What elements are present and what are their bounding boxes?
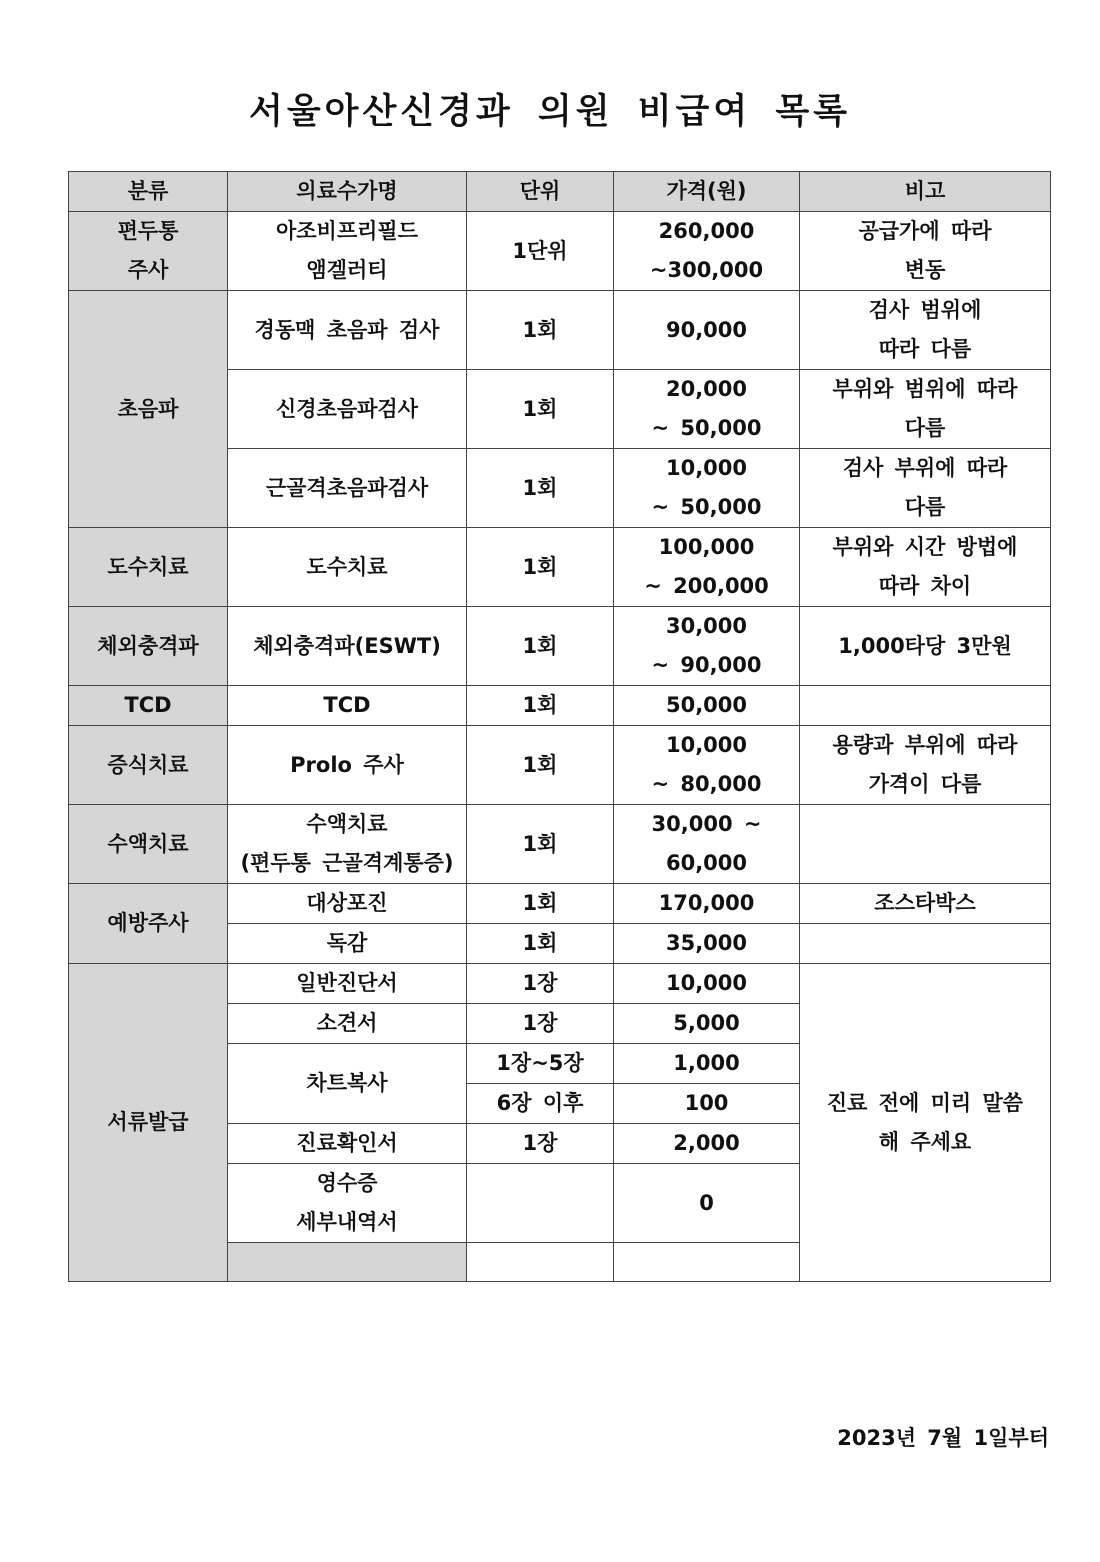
unit-cell: 1장: [467, 1124, 614, 1164]
price-cell: 170,000: [614, 884, 800, 924]
unit-cell: [614, 1243, 800, 1282]
price-cell: 1,000: [614, 1044, 800, 1084]
unit-cell: 1회: [467, 370, 614, 449]
note-cell: 조스타박스: [800, 884, 1051, 924]
category-cell: [228, 1243, 467, 1282]
price-cell: 10,000 ~ 50,000: [614, 449, 800, 528]
header-price: 가격(원): [614, 172, 800, 212]
unit-cell: 6장 이후: [467, 1084, 614, 1124]
item-name-cell: 경동맥 초음파 검사: [228, 291, 467, 370]
header-unit: 단위: [467, 172, 614, 212]
item-name-cell: 독감: [228, 924, 467, 964]
note-cell: [800, 686, 1051, 726]
price-cell: 100: [614, 1084, 800, 1124]
unit-cell: 1회: [467, 528, 614, 607]
price-cell: 30,000 ~ 60,000: [614, 805, 800, 884]
header-category: 분류: [69, 172, 228, 212]
unit-cell: 1회: [467, 607, 614, 686]
category-cell: 증식치료: [69, 726, 228, 805]
fee-table: [68, 171, 1051, 1282]
note-cell: [800, 924, 1051, 964]
note-cell: 진료 전에 미리 말씀 해 주세요: [800, 964, 1051, 1282]
price-cell: 5,000: [614, 1004, 800, 1044]
note-cell: 검사 범위에 따라 다름: [800, 291, 1051, 370]
unit-cell: 1회: [467, 449, 614, 528]
price-cell: 100,000 ~ 200,000: [614, 528, 800, 607]
category-cell: 편두통 주사: [69, 212, 228, 291]
header-row: [69, 172, 1051, 212]
table-row: [69, 686, 1051, 726]
table-row: [69, 964, 1051, 1004]
price-cell: 10,000: [614, 964, 800, 1004]
header-name: 의료수가명: [228, 172, 467, 212]
unit-cell: 1회: [467, 291, 614, 370]
unit-cell: 1장~5장: [467, 1044, 614, 1084]
price-cell: 35,000: [614, 924, 800, 964]
unit-cell: 1회: [467, 884, 614, 924]
item-name-cell: Prolo 주사: [228, 726, 467, 805]
price-cell: 90,000: [614, 291, 800, 370]
document-title: 서울아산신경과 의원 비급여 목록: [249, 92, 851, 132]
unit-cell: 1장: [467, 1004, 614, 1044]
item-name-cell: 영수증 세부내역서: [228, 1164, 467, 1243]
category-cell: 도수치료: [69, 528, 228, 607]
price-cell: 50,000: [614, 686, 800, 726]
price-cell: 2,000: [614, 1124, 800, 1164]
unit-cell: 1장: [467, 964, 614, 1004]
unit-cell: [467, 1164, 614, 1243]
item-name-cell: 체외충격파(ESWT): [228, 607, 467, 686]
table-row: [69, 528, 1051, 607]
price-cell: 0: [614, 1164, 800, 1243]
category-cell: 서류발급: [69, 964, 228, 1282]
item-name-cell: 근골격초음파검사: [228, 449, 467, 528]
table-row: [69, 291, 1051, 370]
unit-cell: 1회: [467, 686, 614, 726]
table-row: [69, 884, 1051, 924]
table-row: [69, 607, 1051, 686]
note-cell: 공급가에 따라 변동: [800, 212, 1051, 291]
unit-cell: 1회: [467, 726, 614, 805]
price-cell: 20,000 ~ 50,000: [614, 370, 800, 449]
note-cell: [800, 805, 1051, 884]
unit-cell: 1회: [467, 805, 614, 884]
price-cell: 30,000 ~ 90,000: [614, 607, 800, 686]
table-row: [69, 212, 1051, 291]
price-cell: 10,000 ~ 80,000: [614, 726, 800, 805]
item-name-cell: 진료확인서: [228, 1124, 467, 1164]
unit-cell: 1단위: [467, 212, 614, 291]
header-note: 비고: [800, 172, 1051, 212]
item-name-cell: 수액치료 (편두통 근골격계통증): [228, 805, 467, 884]
note-cell: 부위와 범위에 따라 다름: [800, 370, 1051, 449]
table-row: [69, 805, 1051, 884]
note-cell: 부위와 시간 방법에 따라 차이: [800, 528, 1051, 607]
effective-date: 2023년 7월 1일부터: [837, 1426, 1049, 1450]
item-name-cell: [467, 1243, 614, 1282]
note-cell: 검사 부위에 따라 다름: [800, 449, 1051, 528]
category-cell: 체외충격파: [69, 607, 228, 686]
item-name-cell: 아조비프리필드 앰겔러티: [228, 212, 467, 291]
note-cell: 1,000타당 3만원: [800, 607, 1051, 686]
category-cell: TCD: [69, 686, 228, 726]
note-cell: 용량과 부위에 따라 가격이 다름: [800, 726, 1051, 805]
price-cell: 260,000 ~300,000: [614, 212, 800, 291]
table-row: [69, 726, 1051, 805]
item-name-cell: 대상포진: [228, 884, 467, 924]
category-cell: 예방주사: [69, 884, 228, 964]
item-name-cell: 차트복사: [228, 1044, 467, 1124]
item-name-cell: TCD: [228, 686, 467, 726]
item-name-cell: 도수치료: [228, 528, 467, 607]
category-cell: 수액치료: [69, 805, 228, 884]
category-cell: 초음파: [69, 291, 228, 528]
item-name-cell: 일반진단서: [228, 964, 467, 1004]
item-name-cell: 신경초음파검사: [228, 370, 467, 449]
unit-cell: 1회: [467, 924, 614, 964]
item-name-cell: 소견서: [228, 1004, 467, 1044]
